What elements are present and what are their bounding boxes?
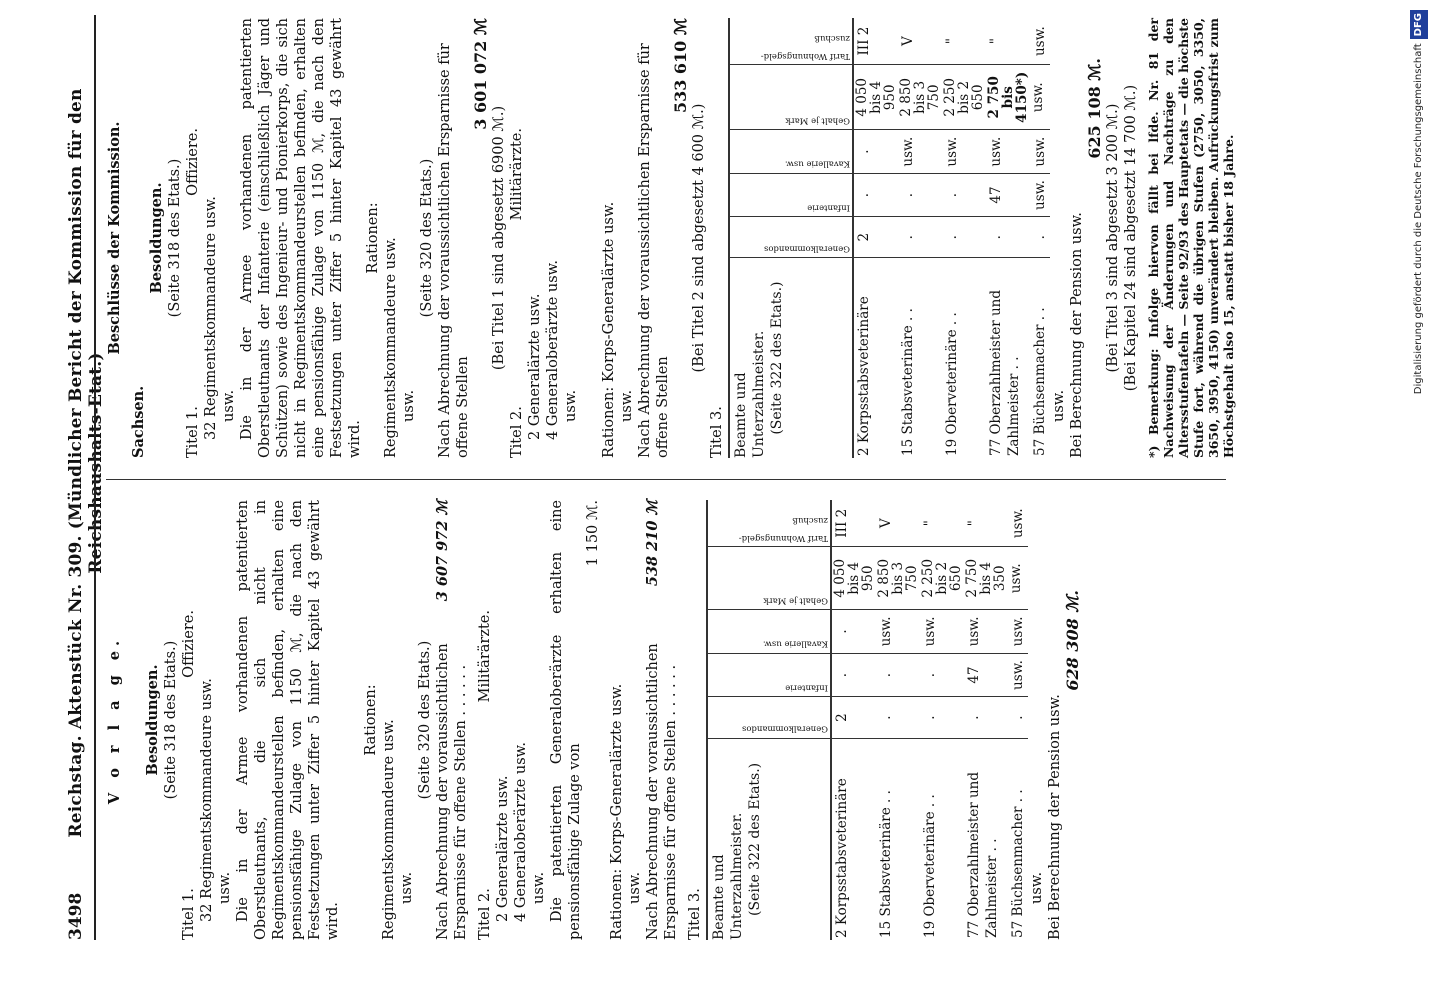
col-header-inf: Infanterie: [707, 653, 831, 697]
deduction2-amount-r: 533 610 ℳ: [671, 18, 690, 114]
officers-label-r: Offiziere.: [185, 128, 201, 196]
table-row: 77 Oberzahlmeister und Zahlmeister . . . 47 usw. 2 750 bis 4150*) ": [986, 18, 1030, 458]
dfg-logo: DFG: [1410, 10, 1428, 39]
usw-line-r: usw.: [221, 389, 237, 422]
col-header-gk-r: Generalkommandos: [729, 217, 853, 258]
col-header-pay-r: Gehalt je Mark: [729, 65, 853, 130]
general-chief-doctors-r: 4 Generaloberärzte usw.: [545, 260, 561, 440]
rations-heading: Rationen:: [363, 684, 379, 756]
deduction2-text-r: Nach Abrechnung der voraussichtlichen Ersparnisse für offene Stellen: [637, 43, 671, 458]
col-header-kav: Kavallerie usw.: [707, 610, 831, 654]
titel2-label: Titel 2.: [477, 888, 493, 940]
deduction-amount: 3 607 972 ℳ: [434, 500, 451, 602]
col-header-tarif: Tarif Wohnungsgeld-zuschuß: [707, 500, 831, 547]
deduction-note-r: (Bei Titel 1 sind abgesetzt 6900 ℳ.): [491, 105, 507, 371]
deduction-text-r: Nach Abrechnung der voraussichtlichen Ersparnisse für offene Stellen: [437, 43, 471, 458]
patented-amount: 1 150 ℳ.: [585, 500, 601, 567]
officials-table-right: [728, 18, 1050, 458]
titel2-label-r: Titel 2.: [509, 406, 525, 458]
table-row: 2 Korpsstabsveterinäre 2 . . 4 050 bis 4 950 III 2: [853, 18, 898, 458]
col-header-inf-r: Infanterie: [729, 173, 853, 216]
state-heading: Sachsen.: [130, 385, 147, 458]
general-chief-doctors: 4 Generaloberärzte usw.: [513, 742, 529, 922]
salaries-heading: Besoldungen.: [144, 664, 161, 776]
generals-doctors-r: 2 Generalärzte usw.: [527, 293, 543, 440]
military-doctors-r: Militärärzte.: [509, 128, 525, 221]
last-usw: usw.: [1029, 871, 1045, 904]
rations-heading-r: Rationen:: [365, 202, 381, 274]
abgesetzt2: (Bei Kapitel 24 sind abgesetzt 14 700 ℳ.): [1123, 84, 1139, 392]
pension-text-r: Bei Berechnung der Pension usw.: [1069, 212, 1085, 458]
titel3-label-r: Titel 3.: [709, 406, 725, 458]
regiment-line-r: 32 Regimentskommandeure usw.: [203, 196, 219, 440]
vorlage-column: [106, 500, 1226, 940]
last-usw-r: usw.: [1051, 389, 1067, 422]
salaries-ref-r: (Seite 318 des Etats.): [167, 158, 183, 318]
rations-ref-r: (Seite 320 des Etats.): [419, 158, 435, 318]
footnote: *) Bemerkung: Infolge hiervon fällt bei lfde. Nr. 81 der Nachweisung der Änderungen und Nachträge zu den Altersstufentafeln — Seite 92/93 des Hauptetats — die höchste Stufe fort, während die übrigen Stufen (2750, 3050, 3350, 3650, 3950, 4150) unverändert bleiben. Aufrückungsfrist zum Höchstgehalt also 15, anstatt bisher 18 Jahre.: [1146, 18, 1236, 458]
page-header: [58, 15, 106, 940]
oberstleutnant-paragraph-r: Die in der Armee vorhandenen patentierten Oberstleutnants der Infanterie (einschließlich Jäger und Schützen) sowie des Ingenieur- und Pionierkorps, die sich nicht in Regimentskommandeurstellen befinden, erhalten eine pensionsfähige Zulage von 1150 ℳ, die nach den Festsetzungen unter Ziffer 5 hinter Kapitel 43 gewährt wird.: [239, 18, 363, 458]
oberstleutnant-paragraph: Die in der Armee vorhandenen patentierten Oberstleutnants, die sich nicht in Regimentskommandeurstellen befinden, erhalten eine pensionsfähige Zulage von 1150 ℳ, die nach den Festsetzungen unter Ziffer 5 hinter Kapitel 43 gewährt wird.: [235, 500, 341, 940]
usw-line-3-r: usw.: [619, 389, 635, 422]
officials-ref-r: (Seite 322 des Etats.): [769, 281, 785, 435]
salaries-heading-r: Besoldungen.: [148, 182, 165, 294]
pension-amount-r: 625 108 ℳ.: [1085, 58, 1104, 159]
table-row: 19 Oberveterinäre . . . . usw. 2 250 bis 2 650 ": [942, 18, 986, 458]
usw-line: usw.: [217, 871, 233, 904]
officials-table-left: [706, 500, 1028, 940]
vorlage-heading: V o r l a g e.: [106, 635, 123, 805]
table-row: 19 Oberveterinäre . . . . usw. 2 250 bis 2 650 ": [920, 500, 964, 940]
table-row: 57 Büchsenmacher . . . usw. usw. usw. usw.: [1008, 500, 1028, 940]
deduction2-text: Nach Abrechnung der voraussichtlichen Ersparnisse für offene Stellen . . . . . .: [645, 643, 679, 940]
pension-amount: 628 308 ℳ.: [1063, 590, 1082, 691]
table-row: 15 Stabsveterinäre . . . . usw. 2 850 bis 3 750 V: [898, 18, 942, 458]
officials-heading: Beamte und Unterzahlmeister.: [711, 812, 745, 940]
military-doctors: Militärärzte.: [477, 610, 493, 703]
page-number: 3498: [66, 892, 86, 940]
generals-doctors: 2 Generalärzte usw.: [495, 775, 511, 922]
col-header-gk: Generalkommandos: [707, 697, 831, 738]
pension-text: Bei Berechnung der Pension usw.: [1047, 694, 1063, 940]
titel3-label: Titel 3.: [687, 888, 703, 940]
table-row: 15 Stabsveterinäre . . . . usw. 2 850 bis 3 750 V: [876, 500, 920, 940]
titel1-label-r: Titel 1.: [185, 406, 201, 458]
usw-line-3: usw.: [627, 871, 643, 904]
rations2-line: Rationen: Korps-Generalärzte usw.: [609, 683, 625, 940]
mark-label-r: Mark: [785, 115, 809, 126]
regiment-line: 32 Regimentskommandeure usw.: [199, 678, 215, 922]
deduction-amount-r: 3 601 072 ℳ: [471, 18, 490, 130]
salaries-ref: (Seite 318 des Etats.): [163, 640, 179, 800]
col-header-kav-r: Kavallerie usw.: [729, 130, 853, 173]
beschluesse-column: [106, 18, 1236, 458]
deduction2-note-r: (Bei Titel 2 sind abgesetzt 4 600 ℳ.): [691, 103, 707, 373]
dfg-credit-text: Digitalisierung gefördert durch die Deutsche ForschungsgemeinschaftDFG: [1410, 10, 1428, 990]
beschluesse-heading: Beschlüsse der Kommission.: [106, 121, 123, 355]
table-row: 77 Oberzahlmeister und Zahlmeister . . . 47 usw. 2 750 bis 4 350 ": [964, 500, 1008, 940]
page-frame: [58, 15, 1236, 940]
patented-text: Die patentierten Generaloberärzte erhalten eine pensionsfähige Zulage von: [549, 500, 583, 940]
col-header-tarif-r: Tarif Wohnungsgeld-zuschuß: [729, 18, 853, 65]
header-rule: [94, 15, 96, 940]
col-header-pay: Gehalt je Mark: [707, 547, 831, 610]
officials-ref: (Seite 322 des Etats.): [747, 762, 763, 916]
rations-regiment: Regimentskommandeure usw.: [381, 719, 397, 940]
rations-usw: usw.: [399, 871, 415, 904]
rations2-line-r: Rationen: Korps-Generalärzte usw.: [601, 201, 617, 458]
deduction-text: Nach Abrechnung der voraussichtlichen Ersparnisse für offene Stellen . . . . . .: [435, 643, 469, 940]
rations-ref: (Seite 320 des Etats.): [417, 640, 433, 800]
officers-label: Offiziere.: [181, 610, 197, 678]
officials-heading-cell-r: [729, 258, 853, 458]
rations-regiment-r: Regimentskommandeure usw.: [383, 237, 399, 458]
rations-usw-r: usw.: [401, 389, 417, 422]
table-row: 57 Büchsenmacher . . . usw. usw. usw. usw.: [1030, 18, 1050, 458]
page-title: Reichstag. Aktenstück Nr. 309. (Mündlicher Bericht der Kommission für den Reichshaushalts-Etat.): [66, 88, 106, 838]
officials-heading-r: Beamte und Unterzahlmeister.: [733, 330, 767, 458]
column-divider: [106, 479, 1226, 480]
abgesetzt1: (Bei Titel 3 sind abgesetzt 3 200 ℳ.): [1105, 103, 1121, 373]
titel1-label: Titel 1.: [181, 888, 197, 940]
deduction2-amount: 538 210 ℳ: [644, 500, 661, 587]
usw-line-2-r: usw.: [563, 389, 579, 422]
table-row: 2 Korpsstabsveterinäre 2 . . 4 050 bis 4 950 III 2: [831, 500, 876, 940]
usw-line-2: usw.: [531, 871, 547, 904]
mark-label: Mark: [763, 595, 787, 606]
officials-heading-cell: [707, 738, 831, 940]
dfg-credit: [1410, 10, 1428, 990]
